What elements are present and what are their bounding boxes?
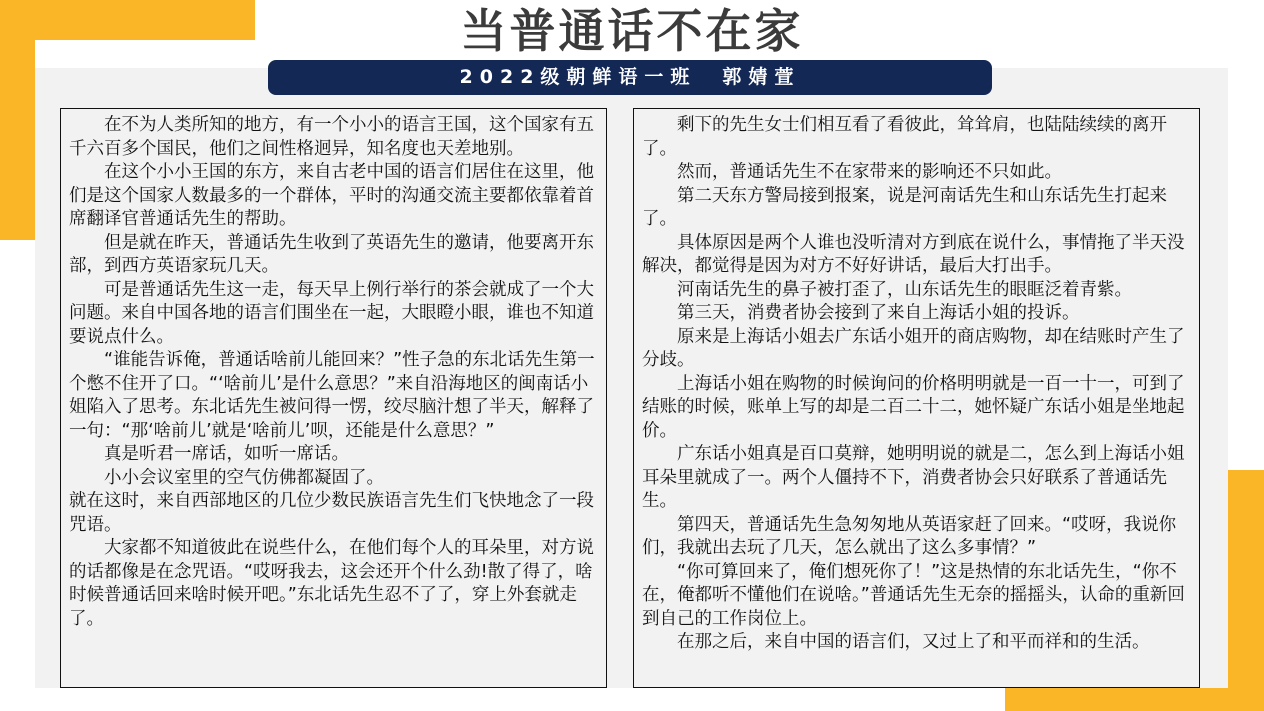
paragraph: 真是听君一席话，如听一席话。	[69, 444, 349, 464]
paragraph: 可是普通话先生这一走，每天早上例行举行的茶会就成了一个大问题。来自中国各地的语言们围坐在一起，大眼瞪小眼，谁也不知道要说点什么。	[69, 279, 594, 347]
paragraph: 原来是上海话小姐去广东话小姐开的商店购物，却在结账时产生了分歧。	[642, 326, 1185, 370]
story-column-left	[60, 108, 607, 688]
paragraph: 第二天东方警局接到报案，说是河南话先生和山东话先生打起来了。	[642, 185, 1167, 229]
paragraph: 第四天，普通话先生急匆匆地从英语家赶了回来。“哎呀，我说你们，我就出去玩了几天，怎么就出了这么多事情？”	[642, 514, 1177, 558]
story-column-right	[633, 108, 1200, 688]
paragraph: 具体原因是两个人谁也没听清对方到底在说什么，事情拖了半天没解决，都觉得是因为对方不好好讲话，最后大打出手。	[642, 232, 1185, 276]
paragraph: 然而，普通话先生不在家带来的影响还不只如此。	[642, 162, 1062, 182]
paragraph: 在那之后，来自中国的语言们，又过上了和平而祥和的生活。	[642, 632, 1150, 652]
paragraph: “谁能告诉俺，普通话啥前儿能回来？”性子急的东北话先生第一个憋不住开了口。“‘啥前儿’是什么意思？”来自沿海地区的闽南话小姐陷入了思考。东北话先生被问得一愣，绞尽脑汁想了半天，解释了一句：“那‘啥前儿’就是‘啥前儿’呗，还能是什么意思？”	[69, 350, 595, 441]
paragraph: 第三天，消费者协会接到了来自上海话小姐的投诉。	[642, 303, 1080, 323]
paragraph: 但是就在昨天，普通话先生收到了英语先生的邀请，他要离开东部，到西方英语家玩几天。	[69, 232, 594, 276]
paragraph: 就在这时，来自西部地区的几位少数民族语言先生们飞快地念了一段咒语。	[69, 491, 594, 535]
paragraph: 上海话小姐在购物的时候询问的价格明明就是一百一十一，可到了结账的时候，账单上写的却是二百二十二，她怀疑广东话小姐是坐地起价。	[642, 373, 1185, 441]
author-banner-text: 2022级朝鲜语一班 郭婧萱	[459, 66, 801, 88]
paragraph: 河南话先生的鼻子被打歪了，山东话先生的眼眶泛着青紫。	[642, 279, 1132, 300]
paragraph: 广东话小姐真是百口莫辩，她明明说的就是二，怎么到上海话小姐耳朵里就成了一。两个人僵持不下，消费者协会只好联系了普通话先生。	[642, 444, 1185, 511]
paragraph: 在这个小小王国的东方，来自古老中国的语言们居住在这里，他们是这个国家人数最多的一个群体，平时的沟通交流主要都依靠着首席翻译官普通话先生的帮助。	[69, 162, 594, 229]
author-banner	[268, 60, 992, 95]
page-title: 当普通话不在家	[460, 4, 804, 58]
paragraph: 在不为人类所知的地方，有一个小小的语言王国，这个国家有五千六百多个国民，他们之间性格迥异，知名度也天差地别。	[69, 115, 594, 159]
paragraph: 剩下的先生女士们相互看了看彼此，耸耸肩，也陆陆续续的离开了。	[642, 115, 1167, 159]
paragraph: 小小会议室里的空气仿佛都凝固了。	[69, 467, 384, 488]
paragraph: 大家都不知道彼此在说些什么，在他们每个人的耳朵里，对方说的话都像是在念咒语。“哎呀我去，这会还开个什么劲!散了得了，啥时候普通话回来啥时候开吧。”东北话先生忍不了了，穿上外套就走了。	[69, 538, 594, 629]
paragraph: “你可算回来了，俺们想死你了！”这是热情的东北话先生，“你不在，俺都听不懂他们在说啥。”普通话先生无奈的摇摇头，认命的重新回到自己的工作岗位上。	[642, 561, 1185, 629]
